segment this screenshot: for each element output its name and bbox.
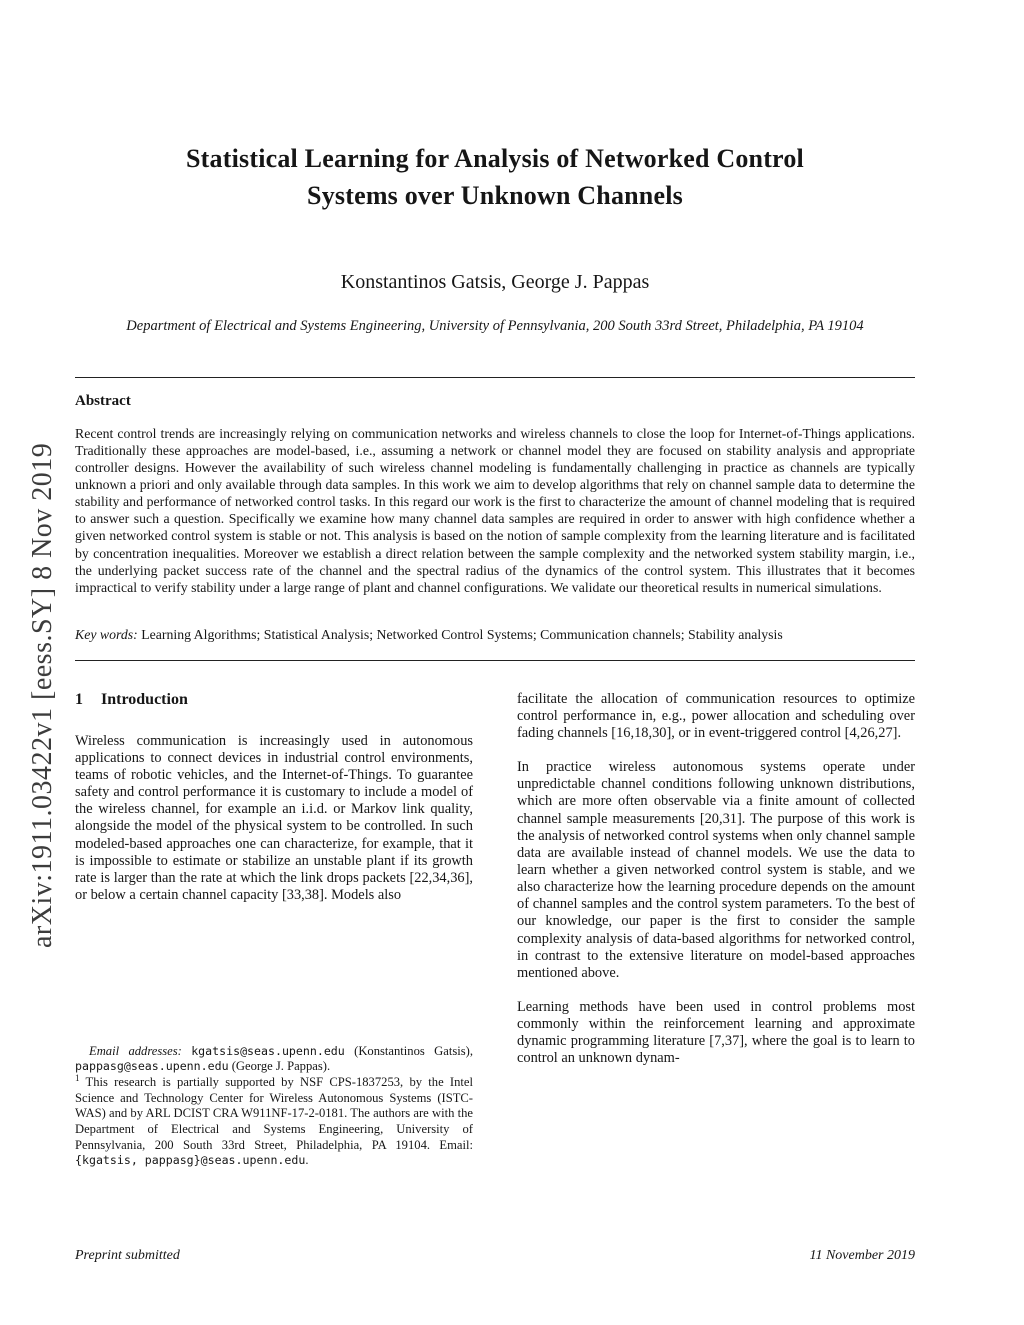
section-heading-introduction [75, 691, 473, 709]
affiliation: Department of Electrical and Systems Engineering, University of Pennsylvania, 200 South 33rd Street, Philadelphia, PA 19104 [126, 317, 864, 334]
right-paragraph-1: facilitate the allocation of communication resources to optimize control performance in, e.g., power allocation and scheduling over fading channels [16,18,30], or in event-triggered control [4,26,27]. [517, 690, 915, 742]
authors: Konstantinos Gatsis, George J. Pappas [340, 270, 650, 293]
right-column [517, 691, 915, 1169]
keywords-label: Key words: [75, 626, 138, 642]
keywords [75, 626, 915, 644]
paper-title [75, 140, 915, 215]
left-column-top [75, 691, 473, 904]
footnote-block [75, 1044, 473, 1169]
footnote-support-text: This research is partially supported by NSF CPS-1837253, by the Intel Science and Technology Center for Wireless Autonomous Systems (ISTC-WAS) and by ARL DCIST CRA W911NF-17-2-0181. The authors are with the Department of Electrical and Systems Engineering, University of Pennsylvania, 200 South 33rd Street, Philadelphia, PA 19104. Email: [75, 1075, 473, 1152]
email-name-2: (George J. Pappas). [231, 1059, 331, 1074]
footnote-emails [75, 1044, 473, 1075]
right-paragraph-3: Learning methods have been used in control problems most commonly within the reinforcement learning and approximate dynamic programming literature [7,37], where the goal is to learn to control an unknown dynam- [517, 998, 915, 1067]
email-address-2: pappasg@seas.upenn.edu [75, 1059, 229, 1074]
email-address-1: kgatsis@seas.upenn.edu [191, 1043, 345, 1058]
divider-above-abstract [75, 377, 915, 378]
footer-preprint-note: Preprint submitted [75, 1248, 180, 1263]
abstract-heading: Abstract [75, 392, 131, 409]
paper-title-line-1: Statistical Learning for Analysis of Networked Control [186, 144, 804, 173]
two-column-body [75, 691, 915, 1169]
page-footer [75, 1248, 915, 1264]
email-addresses-label: Email addresses: [89, 1043, 182, 1058]
intro-paragraph: Wireless communication is increasingly used in autonomous applications to connect devices in industrial control environments, teams of robotic vehicles, and the Internet-of-Things. To guarantee safety and control performance it is customary to include a model of the wireless channel, for example an i.i.d. or Markov link quality, alongside the model of the physical system to be controlled. In such modeled-based approaches one can characterize, for example, that it is impossible to estimate or stabilize an unstable plant if its growth rate is larger than the rate at which the link drops packets [22,34,36], or below a certain channel capacity [33,38]. Models also [75, 732, 473, 903]
paper-page [75, 0, 915, 1169]
footnote-support-email: {kgatsis, pappasg}@seas.upenn.edu [75, 1153, 306, 1168]
arxiv-watermark: arXiv:1911.03422v1 [eess.SY] 8 Nov 2019 [27, 442, 58, 948]
paper-title-line-2: Systems over Unknown Channels [307, 181, 683, 211]
email-name-1: (Konstantinos Gatsis), [354, 1043, 473, 1058]
footnote-support-period: . [305, 1153, 309, 1168]
abstract-body: Recent control trends are increasingly relying on communication networks and wireless channels to close the loop for Internet-of-Things applications. Traditionally these approaches are model-based, i.e., assuming a network or channel model they are focused on stability analysis and appropriate controller designs. However the availability of such wireless channel modeling is fundamentally challenging in practice as channels are typically unknown a priori and only available through data samples. In this work we aim to develop algorithms that rely on channel sample data to determine the stability and performance of networked control tasks. In this regard our work is the first to characterize the amount of channel modeling that is required to answer such a question. Specifically we examine how many channel data samples are required in order to answer with high confidence whether a given networked control system is stable or not. This analysis is based on the notion of sample complexity from the learning literature and is facilitated by concentration inequalities. Moreover we establish a direct relation between the sample complexity and the networked system stability margin, i.e., the underlying packet success rate of the channel and the spectral radius of the dynamics of the control system. This illustrates that it becomes impractical to verify stability under a large range of plant and channel configurations. We validate our theoretical results in numerical simulations. [75, 425, 915, 595]
left-column [75, 691, 473, 1169]
right-paragraph-2: In practice wireless autonomous systems operate under unpredictable channel conditions following unknown distributions, which are more often observable via a finite amount of collected channel sample measurements [20,31]. The purpose of this work is the analysis of networked control systems when only channel sample data are available instead of channel models. We use the data to learn whether a given networked control system is stable, and we also characterize how the learning procedure depends on the amount of channel samples and the control system parameters. To the best of our knowledge, our paper is the first to consider the sample complexity analysis of data-based algorithms for networked control, in contrast to the extensive literature on model-based approaches mentioned above. [517, 759, 915, 981]
footnote-marker: 1 [75, 1072, 80, 1083]
keywords-list: Learning Algorithms; Statistical Analysis; Networked Control Systems; Communication channels; Stability analysis [141, 626, 783, 642]
section-number: 1 [75, 690, 83, 708]
footnote-support [75, 1072, 473, 1169]
footer-date: 11 November 2019 [809, 1248, 915, 1263]
section-title: Introduction [101, 690, 188, 708]
divider-below-keywords [75, 660, 915, 661]
